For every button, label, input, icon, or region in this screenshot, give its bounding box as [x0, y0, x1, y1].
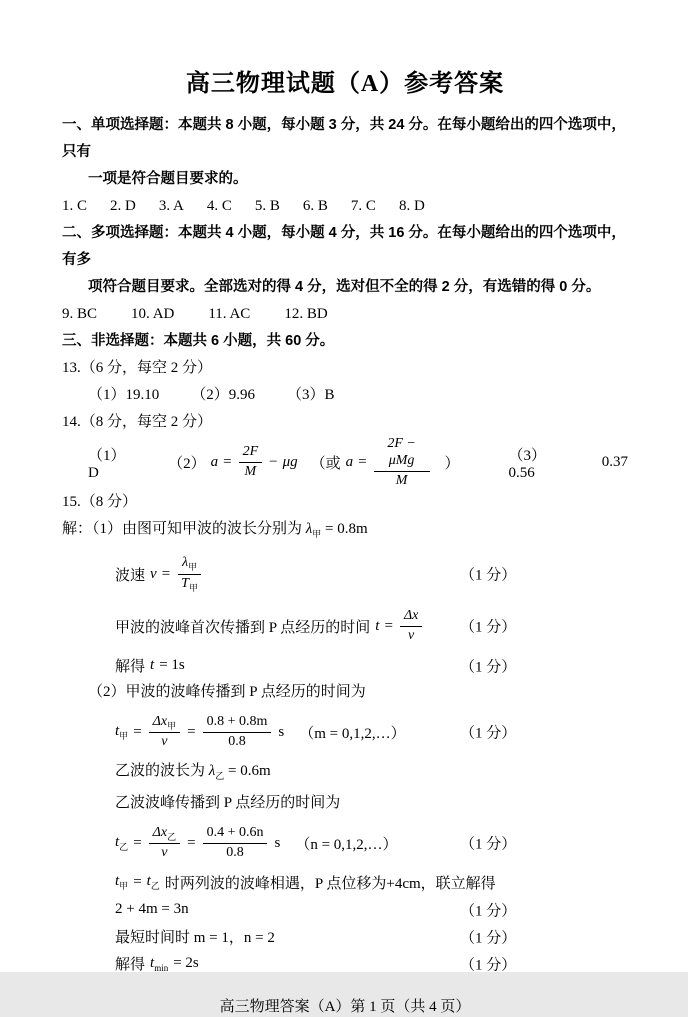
- formula-variable: λ: [208, 763, 216, 780]
- formula-value: = 0.8m: [321, 521, 368, 538]
- score-mark: （1 分）: [460, 930, 517, 947]
- q15-wave-speed-line: [115, 548, 628, 600]
- answer-item: （2）9.96: [191, 387, 256, 403]
- q13-heading: 13.（6 分，每空 2 分）: [62, 360, 213, 376]
- alt-open: （或: [310, 456, 341, 473]
- section-1-heading-line-2: 一项是符合题目要求的。: [88, 171, 248, 187]
- formula-variable: μg: [282, 454, 298, 471]
- score-mark: （1 分）: [460, 903, 517, 920]
- page-footer: 高三物理答案（A）第 1 页（共 4 页）: [219, 999, 471, 1016]
- q15-part2b-heading: 乙波波峰传播到 P 点经历的时间为: [115, 795, 341, 812]
- multi-choice-answers: [62, 301, 628, 328]
- equals-sign: =: [133, 834, 142, 851]
- solution-text: 波速: [115, 567, 146, 584]
- answer-item: 0.37: [601, 454, 628, 471]
- score-mark: （1 分）: [460, 725, 517, 742]
- equals-sign: =: [187, 834, 196, 851]
- unit-label: s: [274, 834, 281, 851]
- formula-variable: v: [150, 565, 157, 582]
- formula-variable: $t_甲$: [115, 873, 129, 892]
- subscript: 乙: [215, 771, 225, 782]
- answer-item: 2. D: [110, 198, 136, 214]
- score-mark: （1 分）: [460, 659, 517, 676]
- section-2-heading-line-1: 二、多项选择题：本题共 4 小题，每小题 4 分，共 16 分。在每小题给出的四个选项中，有多: [62, 225, 626, 268]
- fraction: $\frac{\Delta x_乙}{v}$: [149, 825, 180, 862]
- answer-item: 7. C: [350, 198, 376, 214]
- formula-variable: a: [210, 454, 219, 471]
- formula-value: = 2s: [173, 955, 199, 972]
- answer-label: （2）: [168, 456, 206, 473]
- solution-text: 时两列波的波峰相遇，P 点位移为+4cm，联立解得: [164, 876, 496, 893]
- score-mark: （1 分）: [460, 957, 517, 974]
- q15-lambda-yi-line: [115, 758, 628, 790]
- answer-item: （3）B: [287, 387, 335, 403]
- answer-item: 5. B: [254, 198, 280, 214]
- answer-item: （1）19.10: [88, 387, 160, 403]
- fraction: $\frac{\Delta x}{v}$: [400, 608, 422, 645]
- solution-text: 解：（1）由图可知甲波的波长分别为: [62, 521, 306, 538]
- section-3-heading: 三、非选择题：本题共 6 小题，共 60 分。: [62, 333, 335, 349]
- formula-variable: a: [345, 454, 354, 471]
- answer-item: （1）D: [88, 447, 126, 481]
- equals-sign: =: [161, 565, 171, 582]
- fraction: $\frac{\text{2F − μMg}}{M}$: [374, 436, 430, 489]
- equals-sign: =: [384, 617, 393, 634]
- formula-variable: λ: [305, 521, 313, 538]
- solution-text: 最短时间时 m = 1，n = 2: [115, 930, 275, 947]
- formula-value: = 0.6m: [224, 763, 271, 780]
- answer-item: 12. BD: [284, 306, 328, 322]
- alt-close: ）: [444, 456, 460, 473]
- q15-solution-line-1: [62, 516, 628, 548]
- formula-value: 2 + 4m = 3n: [115, 901, 189, 918]
- equals-sign: =: [133, 874, 142, 891]
- answer-item: 4. C: [206, 198, 232, 214]
- formula-variable: $t_甲$: [115, 722, 129, 741]
- condition-label: （m = 0,1,2,…）: [299, 725, 406, 742]
- answer-item: 11. AC: [208, 306, 251, 322]
- answer-item: 9. BC: [62, 306, 98, 322]
- q14-answers: [88, 436, 628, 489]
- answer-item: 6. B: [302, 198, 328, 214]
- q15-heading: 15.（8 分）: [62, 494, 138, 511]
- formula-variable: t: [375, 617, 380, 634]
- q15-meet-line: [115, 869, 628, 896]
- equals-sign: =: [358, 454, 367, 471]
- q15-t-jia-line: [115, 706, 628, 758]
- q15-min-mn-line: [115, 923, 628, 950]
- answer-item: 3. A: [158, 198, 184, 214]
- score-mark: （1 分）: [460, 836, 517, 853]
- fraction: $\frac{\lambda_甲}{T_甲}$: [177, 555, 202, 593]
- solution-text: 甲波的波峰首次传播到 P 点经历的时间: [115, 619, 371, 636]
- formula-variable: $t_{min}$: [150, 954, 169, 973]
- formula-variable: t: [150, 657, 155, 674]
- q15-travel-time-line: [115, 600, 628, 652]
- condition-label: （n = 0,1,2,…）: [295, 836, 398, 853]
- score-mark: （1 分）: [460, 619, 517, 636]
- section-2-heading-line-2: 项符合题目要求。全部选对的得 4 分，选对但不全的得 2 分，有选错的得 0 分。: [88, 279, 601, 295]
- solution-text: 乙波的波长为: [115, 763, 209, 780]
- section-1-heading-line-1: 一、单项选择题：本题共 8 小题，每小题 3 分，共 24 分。在每小题给出的四个选项中，只有: [62, 117, 626, 160]
- q15-part2-heading: （2）甲波的波峰传播到 P 点经历的时间为: [88, 684, 366, 701]
- document-content: [62, 70, 628, 1017]
- q15-equation-mn-line: [115, 896, 628, 923]
- q13-answers: [88, 382, 628, 409]
- page-title: 高三物理试题（A）参考答案: [185, 71, 505, 97]
- equals-sign: =: [223, 454, 232, 471]
- answer-item: （3）0.56: [508, 447, 547, 481]
- formula-value: = 1s: [159, 657, 185, 674]
- q15-tmin-line: [115, 950, 628, 977]
- operator: −: [269, 454, 278, 471]
- q15-result-t-line: [115, 652, 628, 679]
- solution-text: 解得: [115, 659, 146, 676]
- answer-item: 10. AD: [131, 306, 175, 322]
- single-choice-answers: [62, 193, 628, 220]
- subscript: 甲: [312, 529, 322, 540]
- answer-item: 1. C: [62, 198, 88, 214]
- answer-item: 8. D: [398, 198, 425, 214]
- unit-label: s: [278, 723, 285, 740]
- equals-sign: =: [133, 723, 142, 740]
- formula-variable: $t_乙$: [115, 833, 129, 852]
- equals-sign: =: [187, 723, 196, 740]
- fraction: $\frac{0.8 + 0.8m}{0.8}$: [203, 714, 272, 751]
- fraction: $\frac{\Delta x_甲}{v}$: [149, 714, 180, 751]
- fraction: $\frac{2F}{M}$: [239, 444, 263, 481]
- q14-heading: 14.（8 分，每空 2 分）: [62, 414, 213, 430]
- solution-text: 解得: [115, 957, 146, 974]
- formula-variable: $t_乙$: [146, 873, 160, 892]
- score-mark: （1 分）: [460, 567, 517, 584]
- q15-t-yi-line: [115, 817, 628, 869]
- fraction: $\frac{0.4 + 0.6n}{0.8}$: [203, 825, 268, 862]
